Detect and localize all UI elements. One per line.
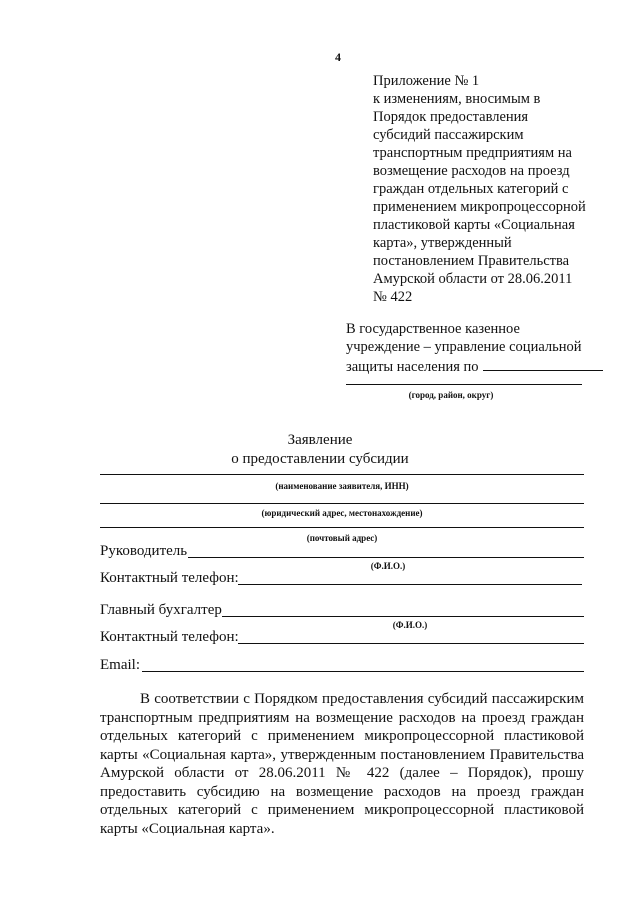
accountant-field[interactable]	[222, 616, 584, 617]
appendix-line: транспортным предприятиям на	[373, 145, 572, 161]
appendix-line: граждан отдельных категорий с	[373, 181, 569, 197]
address-caption: (юридический адрес, местонахождение)	[261, 508, 423, 518]
recipient-line: В государственное казенное	[346, 321, 520, 337]
appendix-line: субсидий пассажирским	[373, 127, 524, 143]
accountant-label: Главный бухгалтер	[100, 602, 222, 618]
recipient-block	[346, 320, 586, 376]
appendix-line: постановлением Правительства	[373, 253, 570, 269]
director-label: Руководитель	[100, 543, 188, 559]
request-paragraph: В соответствии с Порядком предоставления субсидий пассажирским транспортным предприятиям на возмещение расходов на проезд граждан отдельных категорий с применением микропроцессорной пластиковой карты «Социальная карта», утвержденным постановлением Правительства Амурской области от 28.06.2011 № 422 (далее – Порядок), прошу предоставить субсидию на возмещение расходов на проезд граждан отдельных категорий с применением микропроцессорной пластиковой карты «Социальная карта».	[100, 691, 584, 837]
phone1-field[interactable]	[238, 584, 582, 585]
appendix-line: карта», утвержденный	[373, 235, 512, 251]
appendix-line: Приложение № 1	[373, 73, 480, 89]
appendix-line: применением микропроцессорной	[373, 199, 586, 215]
district-field[interactable]	[483, 356, 603, 371]
appendix-line: пластиковой карты «Социальная	[373, 217, 575, 233]
document-subtitle: о предоставлении субсидии	[231, 451, 409, 467]
accountant-fio-caption: (Ф.И.О.)	[392, 620, 428, 630]
applicant-field[interactable]	[100, 474, 584, 475]
postal-caption: (почтовый адрес)	[306, 533, 378, 543]
appendix-line: № 422	[373, 289, 413, 305]
district-field-line[interactable]	[346, 384, 582, 385]
applicant-caption: (наименование заявителя, ИНН)	[275, 481, 409, 491]
recipient-line	[346, 356, 586, 376]
document-title: Заявление	[287, 432, 353, 448]
email-label: Email:	[100, 657, 140, 673]
phone1-label: Контактный телефон:	[100, 570, 239, 586]
director-fio-caption: (Ф.И.О.)	[370, 561, 406, 571]
postal-address-field[interactable]	[100, 527, 584, 528]
director-field[interactable]	[188, 557, 584, 558]
appendix-line: к изменениям, вносимым в	[373, 91, 541, 107]
appendix-line: возмещение расходов на проезд	[373, 163, 570, 179]
phone2-field[interactable]	[238, 643, 584, 644]
recipient-line-text: защиты населения по	[346, 359, 479, 375]
phone2-label: Контактный телефон:	[100, 629, 239, 645]
email-field[interactable]	[142, 671, 584, 672]
page-number: 4	[335, 50, 341, 64]
appendix-line: Порядок предоставления	[373, 109, 529, 125]
appendix-line: Амурской области от 28.06.2011	[373, 271, 573, 287]
address-field[interactable]	[100, 503, 584, 504]
district-caption: (город, район, округ)	[408, 390, 494, 400]
recipient-line: учреждение – управление социальной	[346, 339, 582, 355]
appendix-header	[373, 72, 593, 306]
